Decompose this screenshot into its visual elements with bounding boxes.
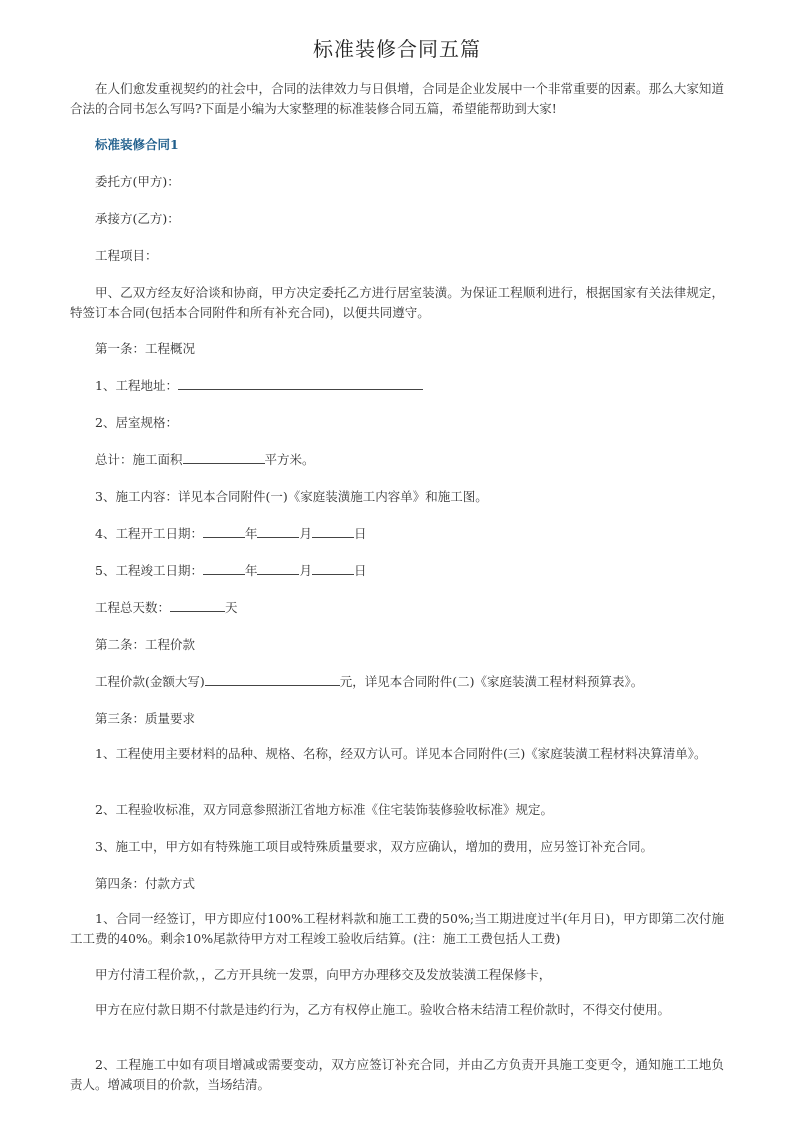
day-unit: 日 xyxy=(354,563,367,578)
article-3-heading: 第三条：质量要求 xyxy=(95,711,196,726)
days-unit: 天 xyxy=(225,600,238,615)
quality-item-1: 1、工程使用主要材料的品种、规格、名称，经双方认可。详见本合同附件(三)《家庭装潢工程材料决算清单》。 xyxy=(95,746,707,761)
payment-item-1c: 甲方在应付款日期不付款是违约行为，乙方有权停止施工。验收合格未结清工程价款时，不得交付使用。 xyxy=(95,1002,671,1017)
area-prefix: 总计：施工面积 xyxy=(95,452,183,467)
project-label: 工程项目： xyxy=(95,248,158,263)
party-a-label: 委托方(甲方)： xyxy=(95,174,180,189)
area-line xyxy=(70,450,724,470)
total-days-blank[interactable] xyxy=(170,598,225,612)
year-unit: 年 xyxy=(244,563,258,578)
address-blank[interactable] xyxy=(178,376,423,390)
month-unit: 月 xyxy=(299,563,312,578)
page-title: 标准装修合同五篇 xyxy=(313,37,481,61)
content-line: 3、施工内容：详见本合同附件(一)《家庭装潢施工内容单》和施工图。 xyxy=(95,489,488,504)
end-day-blank[interactable] xyxy=(312,561,354,575)
price-suffix: 元，详见本合同附件(二)《家庭装潢工程材料预算表》。 xyxy=(339,674,644,689)
spec-line: 2、居室规格： xyxy=(95,415,178,430)
start-day-blank[interactable] xyxy=(312,524,354,538)
address-label: 1、工程地址： xyxy=(95,378,178,393)
end-date-label: 5、工程竣工日期： xyxy=(95,563,203,578)
end-year-blank[interactable] xyxy=(203,561,245,575)
area-blank[interactable] xyxy=(183,450,265,464)
start-date-label: 4、工程开工日期： xyxy=(95,526,203,541)
total-days-line xyxy=(70,598,724,618)
section-heading: 标准装修合同1 xyxy=(95,137,179,152)
payment-item-1b: 甲方付清工程价款，，乙方开具统一发票，向甲方办理移交及发放装潢工程保修卡， xyxy=(95,967,552,982)
article-1-heading: 第一条：工程概况 xyxy=(95,341,196,356)
address-line xyxy=(70,376,724,396)
end-month-blank[interactable] xyxy=(257,561,299,575)
article-4-heading: 第四条：付款方式 xyxy=(95,876,196,891)
article-2-heading: 第二条：工程价款 xyxy=(95,637,196,652)
payment-item-2: 2、工程施工中如有项目增减或需要变动，双方应签订补充合同，并由乙方负责开具施工变更令，通知施工工地负责人。增减项目的价款，当场结清。 xyxy=(70,1057,724,1092)
start-year-blank[interactable] xyxy=(203,524,245,538)
area-suffix: 平方米。 xyxy=(264,452,315,467)
year-unit: 年 xyxy=(244,526,258,541)
end-date-line xyxy=(70,561,724,581)
total-days-label: 工程总天数： xyxy=(95,600,171,615)
intro-paragraph: 在人们愈发重视契约的社会中，合同的法律效力与日俱增，合同是企业发展中一个非常重要的因素。那么大家知道合法的合同书怎么写吗?下面是小编为大家整理的标准装修合同五篇，希望能帮助到大家! xyxy=(70,81,724,116)
day-unit: 日 xyxy=(354,526,367,541)
price-prefix: 工程价款(金额大写) xyxy=(95,674,205,689)
payment-item-1: 1、合同一经签订，甲方即应付100%工程材料款和施工工费的50%;当工期进度过半(年月日)，甲方即第二次付施工工费的40%。剩余10%尾款待甲方对工程竣工验收后结算。(注：施工工费包括人工费) xyxy=(70,911,724,946)
price-line xyxy=(70,672,724,692)
price-blank[interactable] xyxy=(205,672,340,686)
preamble-paragraph: 甲、乙双方经友好洽谈和协商，甲方决定委托乙方进行居室装潢。为保证工程顺利进行，根据国家有关法律规定，特签订本合同(包括本合同附件和所有补充合同)，以便共同遵守。 xyxy=(70,285,724,320)
party-b-label: 承接方(乙方)： xyxy=(95,211,180,226)
quality-item-3: 3、施工中，甲方如有特殊施工项目或特殊质量要求，双方应确认，增加的费用，应另签订补充合同。 xyxy=(95,839,653,854)
month-unit: 月 xyxy=(299,526,312,541)
quality-item-2: 2、工程验收标准，双方同意参照浙江省地方标准《住宅装饰装修验收标准》规定。 xyxy=(95,802,553,817)
start-date-line xyxy=(70,524,724,544)
start-month-blank[interactable] xyxy=(257,524,299,538)
